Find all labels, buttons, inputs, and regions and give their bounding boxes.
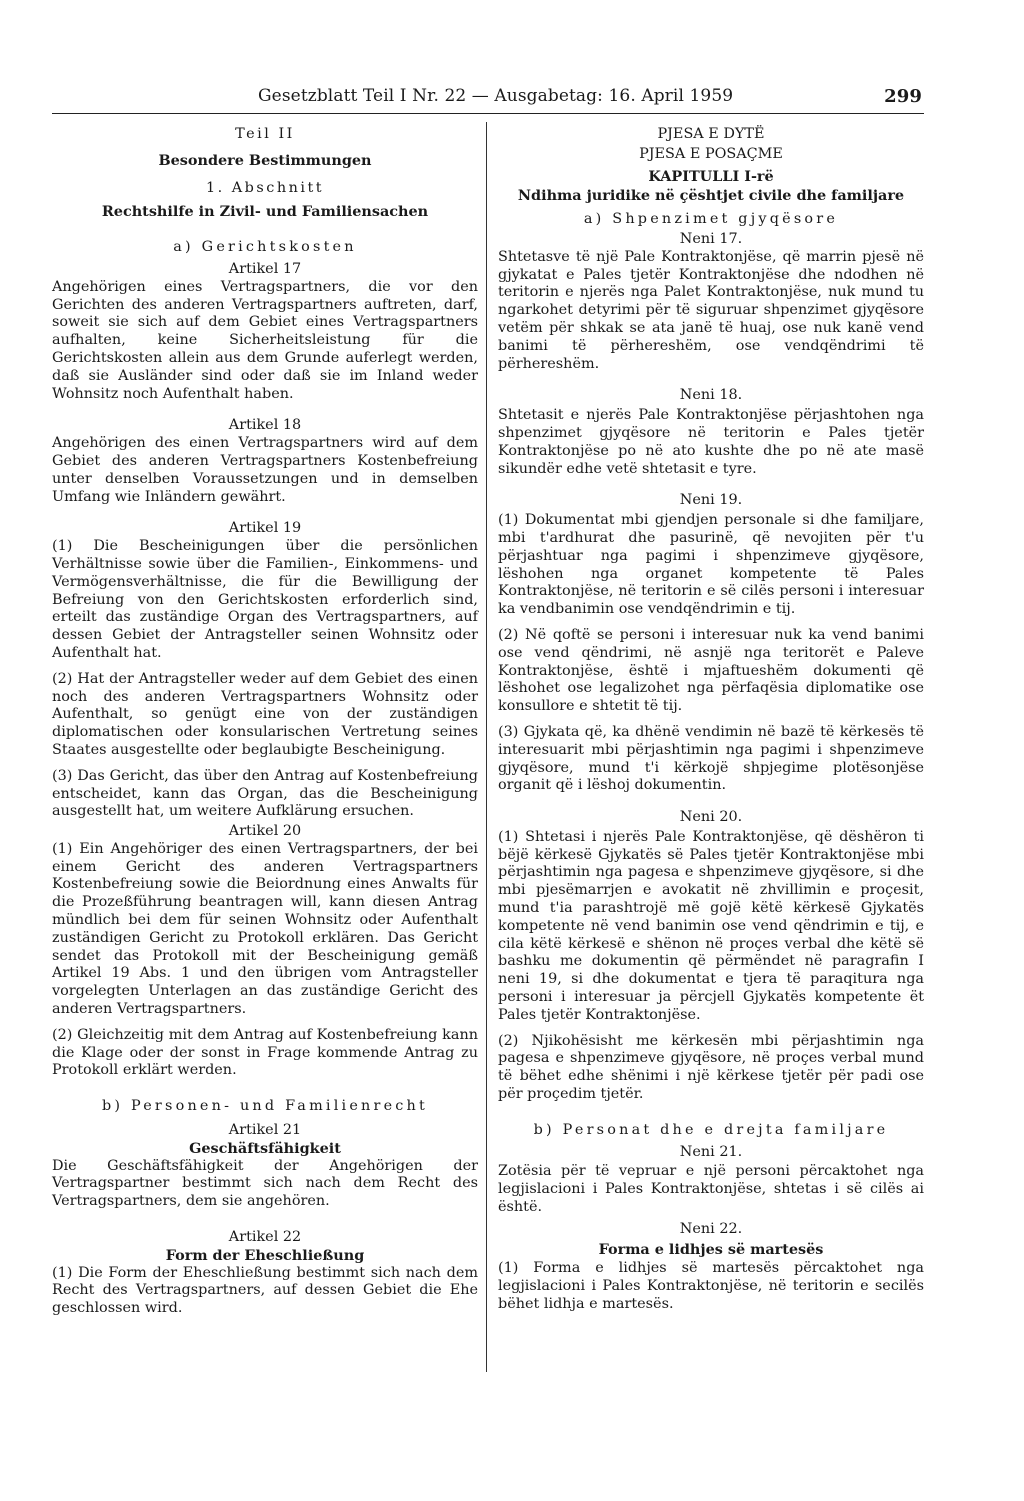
article-text: Zotësia për të vepruar e një personi përcaktohet nga legjislacioni i Pales Kontraktonjëse, shtetas i së cilës ai është. (498, 1163, 924, 1216)
subsection-heading: b) Personen- und Familienrecht (101, 1098, 429, 1115)
subsection-heading: b) Personat dhe e drejta familjare (533, 1121, 889, 1138)
article-paragraph: (1) Die Bescheinigungen über die persönlichen Verhältnisse sowie über die Familien-, Einkommens- und Vermögensverhältnisse, die für die Bewilligung der Befreiung von den Gerichtskosten erforderlich sind, erteilt das zuständige Organ des Vertragspartners, auf dessen Gebiet der Antragsteller seinen Wohnsitz oder Aufenthalt hat. (52, 538, 478, 661)
part-heading: PJESA E DYTË (657, 126, 765, 142)
article-paragraph: (2) Gleichzeitig mit dem Antrag auf Kostenbefreiung kann die Klage oder der sonst in Frage kommende Antrag zu Protokoll erklärt werden. (52, 1026, 478, 1079)
chapter-heading: KAPITULLI I-rë (648, 167, 774, 185)
article-heading: Neni 17. (679, 230, 743, 247)
running-header (258, 86, 922, 106)
article-paragraph: (1) Dokumentat mbi gjendjen personale si dhe familjare, mbi t'ardhurat dhe pasurinë, që nevojiten për t'u përjashtuar nga pagimi i shpenzimeve gjyqësore, lëshohen nga organet kompetente të Pales Kontraktonjëse, në teritorin e së cilës personi i interesuar ka vendbanimin ose vendqëndrimin e tij. (498, 512, 924, 618)
subsection-heading: a) Gerichtskosten (173, 239, 357, 256)
article-title: Forma e lidhjes së martesës (598, 1240, 824, 1258)
article-paragraph: (1) Shtetasi i njerës Pale Kontraktonjëse, që dëshëron ti bëjë kërkesë Gjykatës së Pales tjetër Kontraktonjëse mbi përjashtimin nga pagesa e shpenzimeve gjyqësore, si dhe mbi pjesëmarrjen e avokatit në zhvillimin e proçesit, mund t'ia parashtrojë më gojë këtë kërkesë Gjykatës kompetente në vend banimin ose vend qëndrimin e tij, e cila këtë kërkesë e shënon në proçes verbal dhe këtë së bashku me dokumentin që përmëndet në paragrafin I neni 19, si dhe dokumentat e tjera të paraqitura nga personi i interesuar ja përcjell Gjykatës kompetente ët Pales tjetër Kontraktonjëse. (498, 828, 924, 1023)
section-title: Rechtshilfe in Zivil- und Familiensachen (101, 203, 429, 221)
part-heading: Teil II (235, 126, 295, 142)
german-column (52, 126, 478, 1318)
article-heading: Neni 22. (679, 1220, 743, 1237)
article-text: Angehörigen des einen Vertragspartners wird auf dem Gebiet des anderen Vertragspartners Kostenbefreiung unter denselben Voraussetzungen und in demselben Umfang wie Inländern gewährt. (52, 435, 478, 505)
article-paragraph: (2) Njikohësisht me kërkesën mbi përjashtimin nga pagesa e shpenzimeve gjyqësore, në proçes verbal mund të bëhet edhe shënimi i një kërkese tjetër për padi ose për proçedim tjetër. (498, 1032, 924, 1103)
article-heading: Neni 18. (679, 387, 743, 404)
section-heading: 1. Abschnitt (205, 179, 325, 196)
article-title: Geschäftsfähigkeit (189, 1139, 341, 1157)
article-paragraph: (3) Das Gericht, das über den Antrag auf Kostenbefreiung entscheidet, kann das Organ, das die Bescheinigung ausgestellt hat, um weitere Aufklärung ersuchen. (52, 767, 478, 820)
column-divider (486, 122, 487, 1372)
article-paragraph: (3) Gjykata që, ka dhënë vendimin në bazë të kërkesës të interesuarit mbi përjashtimin nga pagimi i shpenzimeve gjyqësore, mund t'i kërkojë shpjegime plotësonjëse organit që i lëshoj dokumentin. (498, 723, 924, 794)
chapter-title: Ndihma juridike në çështjet civile dhe familjare (517, 187, 905, 205)
article-title: Form der Eheschließung (165, 1246, 365, 1264)
article-text: Die Geschäftsfähigkeit der Angehörigen der Vertragspartner bestimmt sich nach dem Recht des Vertragspartners, dem sie angehören. (52, 1157, 478, 1210)
article-heading: Neni 19. (679, 492, 743, 509)
article-heading: Artikel 22 (228, 1229, 302, 1246)
article-heading: Neni 21. (679, 1143, 743, 1160)
header-rule (52, 113, 924, 114)
page-number: 299 (884, 86, 922, 107)
article-paragraph: (1) Ein Angehöriger des einen Vertragspartners, der bei einem Gericht des anderen Vertragspartners Kostenbefreiung sowie die Beiordnung eines Anwalts für die Prozeßführung beantragen will, kann diesen Antrag mündlich bei dem für seinen Wohnsitz oder Aufenthalt zuständigen Gericht zu Protokoll erklären. Das Gericht sendet das Protokoll mit der Bescheinigung gemäß Artikel 19 Abs. 1 und den übrigen vom Antragsteller vorgelegten Unterlagen an das zuständige Gericht des anderen Vertragspartners. (52, 840, 478, 1018)
article-text: Angehörigen eines Vertragspartners, die vor den Gerichten des anderen Vertragspartners auftreten, darf, soweit sie sich auf dem Gebiet eines Vertragspartners aufhalten, keine Sicherheitsleistung für die Gerichtskosten allein aus dem Grunde auferlegt werden, daß sie Ausländer sind oder daß sie im Inland weder Wohnsitz noch Aufenthalt haben. (52, 278, 478, 402)
header-title: Gesetzblatt Teil I Nr. 22 — Ausgabetag: 16. April 1959 (258, 86, 734, 106)
part-title: Besondere Bestimmungen (158, 151, 372, 169)
article-text: (1) Die Form der Eheschließung bestimmt sich nach dem Recht des Vertragspartners, auf dessen Gebiet die Ehe geschlossen wird. (52, 1264, 478, 1317)
part-title: PJESA E POSAÇME (639, 145, 783, 162)
article-heading: Artikel 20 (228, 823, 302, 840)
article-heading: Artikel 18 (228, 417, 302, 434)
article-paragraph: (2) Hat der Antragsteller weder auf dem Gebiet des einen noch des anderen Vertragspartners Wohnsitz oder Aufenthalt, so genügt eine von der zuständigen diplomatischen oder konsularischen Vertretung seines Staates ausgestellte oder beglaubigte Bescheinigung. (52, 670, 478, 758)
article-heading: Artikel 21 (228, 1122, 302, 1139)
article-text: (1) Forma e lidhjes së martesës përcaktohet nga legjislacioni i Pales Kontraktonjëse, në teritorin e secilës bëhet lidhja e martesës. (498, 1260, 924, 1313)
article-text: Shtetasve të një Pale Kontraktonjëse, që marrin pjesë në gjykatat e Pales tjetër Kontraktonjëse dhe ndodhen në teritorin e njerës nga Palet Kontraktonjëse, nuk mund tu ngarkohet detyrimi për të siguruar shpenzimet gjyqësore vetëm për shkak se ata janë të huaj, ose nuk kanë vend banimi të përhereshëm, ose vendqëndrimi të përhereshëm. (498, 248, 924, 372)
article-text: Shtetasit e njerës Pale Kontraktonjëse përjashtohen nga shpenzimet gjyqësore në teritorin e Pales tjetër Kontraktonjëse po në ato kushte dhe po në ate masë sikundër edhe vetë shtetasit e tyre. (498, 407, 924, 477)
article-heading: Neni 20. (679, 809, 743, 826)
albanian-column (498, 126, 924, 1314)
article-heading: Artikel 17 (228, 260, 302, 277)
subsection-heading: a) Shpenzimet gjyqësore (583, 211, 839, 228)
article-heading: Artikel 19 (228, 520, 302, 537)
article-paragraph: (2) Në qoftë se personi i interesuar nuk ka vend banimi ose vend qëndrimi, në asnjë nga teritorët e Paleve Kontraktonjëse, është i mjaftueshëm dokumenti që lëshohet ose legalizohet nga përfaqësia diplomatike ose konsullore e shtetit të tij. (498, 626, 924, 715)
